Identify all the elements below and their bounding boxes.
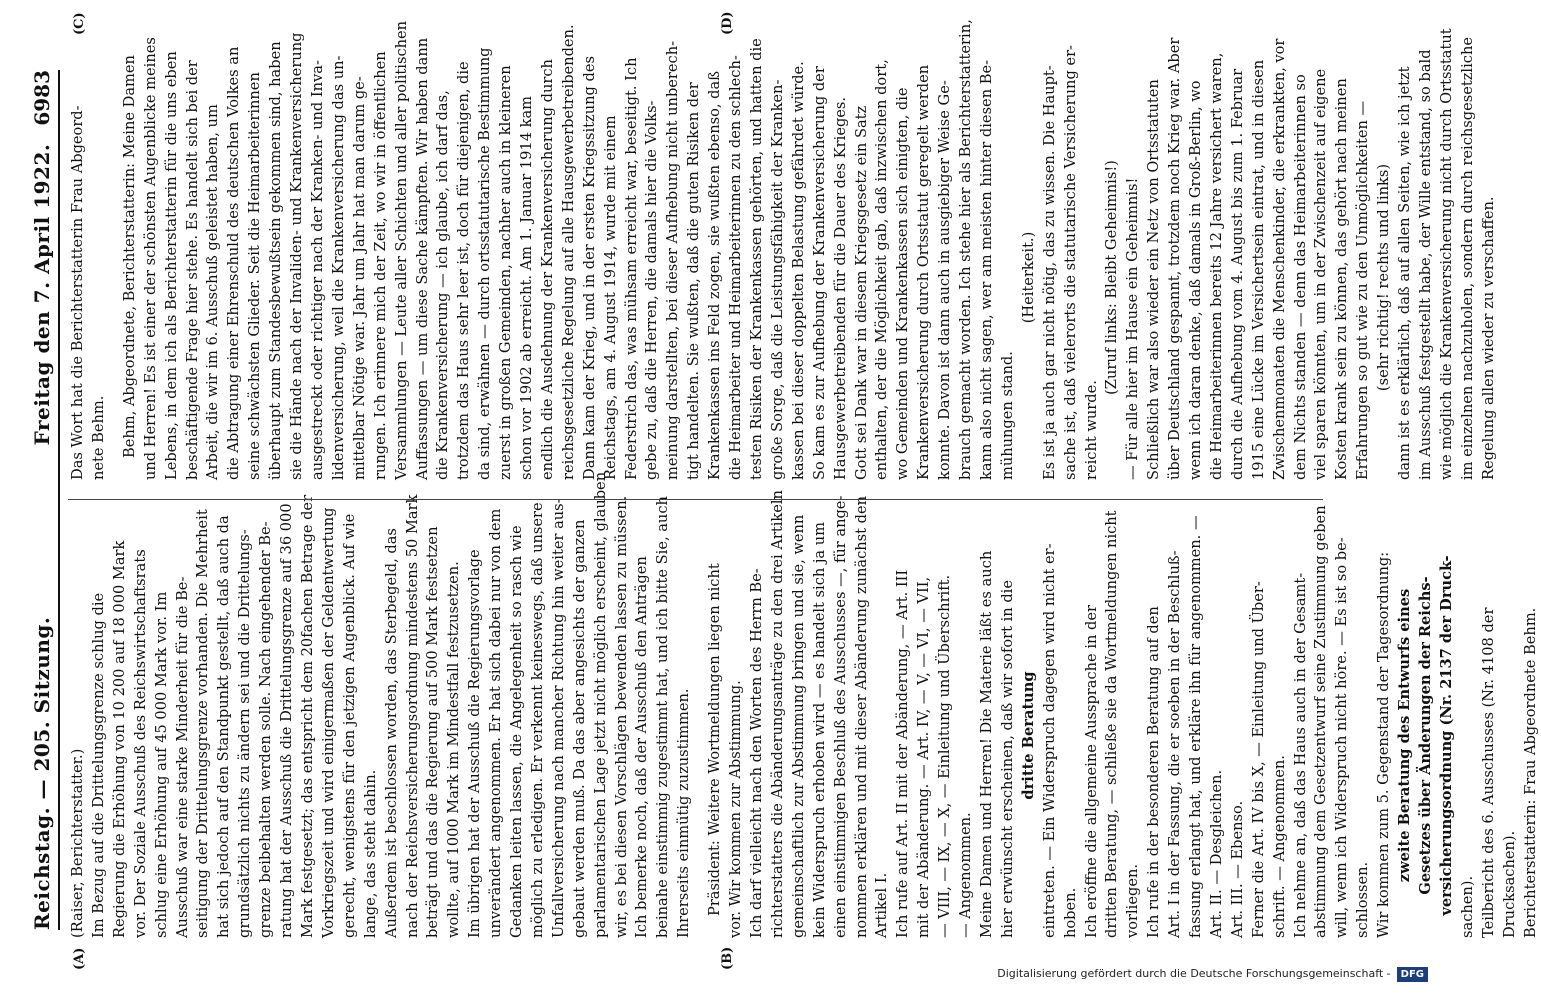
text-line: Teilbericht des 6. Ausschusses (Nr. 4108 der [1479,607,1497,938]
text-line: große Sorge, daß die Leistungsfähigkeit der Kranken- [768,79,786,480]
text-line: mittelbar Nötige war. Jahr um Jahr hat man darum ge- [350,76,368,480]
text-line: unverändert angenommen. Er hat sich dabei nur von dem [487,508,505,938]
text-line: und Herren! Es ist einer der schönsten Augenblicke meines [141,37,159,480]
text-line: dritten Beratung, — schließe sie da Wortmeldungen nicht [1103,510,1121,938]
text-line: wie möglich die Krankenversicherung nicht durch Ortsstatut [1437,28,1455,480]
text-line: Es ist ja auch gar nicht nötig, das zu wissen. Die Haupt- [1040,65,1058,480]
text-line: Ich bemerke noch, daß der Ausschuß den Anträgen [633,556,651,938]
text-line: wenn ich daran denke, daß damals in Groß-Berlin, wo [1187,80,1205,480]
text-line: (Heiterkeit.) [1019,231,1037,324]
text-line: Präsident: Weitere Wortmeldungen liegen nicht [706,563,724,916]
text-line: endlich die Ausdehnung der Krankenversicherung durch [538,59,556,480]
text-line: Krankenkassen ins Feld zogen, sie wußten ebenso, daß [706,71,724,480]
text-line: schlossen. [1354,861,1372,938]
margin-letter-d: (D) [720,11,735,35]
text-line: mühungen stand. [998,351,1016,480]
text-line: hoben. [1061,887,1079,938]
text-line: da sind, erwähnen — durch ortsstatutarische Bestimmung [476,47,494,480]
text-line: Auffassungen — um diese Sache kämpften. Wir haben dann [413,37,431,480]
text-line: Ich rufe in der besonderen Beratung auf den [1145,606,1163,938]
page-header [8,70,60,930]
text-line: enthalten, der die Möglichkeit gab, daß inzwischen dort, [873,59,891,480]
text-line: Gott sei Dank war in diesem Kriegsgesetz ein Satz [852,105,870,480]
text-line [695,533,705,938]
text-line: hier erwünscht erscheinen, daß wir sofort in die [998,580,1016,938]
text-line: seitigung der Drittelungsgrenze vorhanden. Die Mehrheit [194,509,212,938]
text-line: Regelung allen wieder zu verschaffen. [1479,196,1497,480]
page-number: 6983 [30,70,54,126]
text-line: Regierung die Erhöhung von 10 200 auf 18 000 Mark [110,540,128,938]
text-line: lange, das steht dahin. [361,769,379,938]
text-line: viel sparen könnten, um in der Zwischenzeit auf eigene [1312,68,1330,480]
text-line: Ich nehme an, daß das Haus auch in der Gesamt- [1291,572,1309,938]
text-line: Meine Damen und Herren! Die Materie läßt es auch [977,550,995,938]
text-line: So kam es zur Aufhebung der Krankenversicherung der [810,66,828,480]
text-line: (Raiser, Berichterstatter.) [69,748,86,938]
text-line: schlug eine Erhöhung auf 45 000 Mark vor. Im [152,591,170,938]
text-line: gebe zu, daß die Herren, die damals hier die Volks- [643,100,661,480]
text-line: trotzdem das Haus sehr leer ist, doch für diejenigen, die [455,61,473,480]
text-line: grundsätzlich nichts zu ändern sei und die Drittelungs- [236,529,254,938]
text-line: beinahe einstimmig zugestimmt hat, und ich bitte Sie, auch [654,496,672,938]
text-line: — Für alle hier im Hause ein Geheimnis! [1124,177,1142,480]
text-line: zuerst in großen Gemeinden, nachher auch in kleineren [497,65,515,480]
text-line: Art. III. — Ebenso. [1228,800,1246,938]
text-line: versicherungsordnung (Nr. 2137 der Druck- [1437,555,1455,916]
text-line: (Zuruf links: Bleibt Geheimnis!) [1103,160,1121,395]
text-line: Berichterstatterin: Frau Abgeordnete Behm. [1521,607,1539,938]
text-line: Mark festgesetzt; das entspricht dem 20fachen Betrage der [298,494,316,938]
text-line: Im übrigen hat der Ausschuß die Regierungsvorlage [466,549,484,938]
text-line: Versammlungen — Leute aller Schichten und aller politischen [392,20,410,480]
text-line: nete Behm. [89,395,107,480]
text-line: dann ist es erklärlich, daß auf allen Seiten, wie ich jetzt [1396,66,1414,480]
text-line: Erfahrungen so gut wie zu den Unmöglichkeiten — [1354,100,1372,480]
text-line: hat sich jedoch auf den Standpunkt gestellt, daß auch da [215,515,233,938]
text-line: — VIII, — IX, — X, — Einleitung und Überschrift. [936,574,954,938]
digitization-note [997,967,1428,982]
text-line: Ihrerseits einmütig zuzustimmen. [675,688,693,938]
text-line: vor. Der Soziale Ausschuß des Reichswirtschaftsrats [131,549,149,938]
text-line: Federstrich das, was mühsam erreicht war, beseitigt. Ich [622,57,640,480]
text-line: durch die Aufhebung vom 4. August bis zum 1. Februar [1228,68,1246,480]
text-line: konnte. Davon ist dann auch in ausgiebiger Weise Ge- [936,80,954,480]
text-line: gemeinschaftlich zur Abstimmung bringen und sie, wenn [789,514,807,938]
text-line: dem Nichts standen — denn das Heimarbeiterinnen so [1291,74,1309,480]
text-line: abstimmung dem Gesetzentwurf seine Zustimmung geben [1312,505,1330,938]
text-line: im einzelnen nachzuholen, sondern durch reichsgesetzliche [1458,37,1476,480]
text-line: Hausgewerbetreibenden für die Dauer des Krieges. [831,96,849,480]
text-line: überhaupt zum Standesbewußtsein gekommen sind, haben [267,41,285,480]
text-line: Artikel I. [873,872,891,938]
text-line: wo Gemeinden und Krankenkassen sich einigten, die [894,87,912,480]
text-line: Schließlich war also wieder ein Netz von Ortsstatuten [1145,79,1163,480]
text-line: Das Wort hat die Berichterstatterin Frau Abgeord- [69,105,86,480]
text-line: mit der Abänderung. — Art. IV, — V, — VI, — VII, [915,576,933,938]
text-line: (sehr richtig! rechts und links) [1375,163,1393,392]
digitization-note-text: Digitalisierung gefördert durch die Deutsche Forschungsgemeinschaft - [997,967,1391,980]
text-line: — Angenommen. [957,812,975,938]
text-line [110,75,120,480]
text-line: brauch gemacht worden. Ich stehe hier als Berichterstatterin, [957,19,975,480]
text-line: seine schwächsten Glieder. Seit die Heimarbeiterinnen [246,72,264,480]
margin-letter-c: (C) [72,12,87,35]
text-line: Reichstags, am 4. August 1914, wurde mit einem [601,115,619,480]
text-line: schrift. — Angenommen. [1270,755,1288,938]
text-line: lidenversicherung, weil die Krankenversicherung das un- [329,55,347,480]
text-line: Gedanken leiten lassen, die Angelegenheit so rasch wie [508,525,526,938]
text-line: grenze beibehalten werden solle. Nach eingehender Be- [257,521,275,938]
text-line: nommen erklären und mit dieser Abänderung zunächst den [852,495,870,938]
text-line: einen einstimmigen Beschluß des Ausschusses —, für ange- [831,495,849,938]
text-line: rungen. Ich erinnere mich der Zeit, wo wir in öffentlichen [371,51,389,480]
text-line: gebaut werden muß. Da das aber angesichts der ganzen [570,519,588,938]
text-line: tigt handelten. Sie wußten, daß die guten Risiken der [685,82,703,480]
text-line: sache ist, daß vielerorts die statutarische Versicherung er- [1061,45,1079,480]
running-head-right-group [30,70,54,445]
text-line: sie die Hände nach der Invaliden- und Krankenversicherung [288,32,306,480]
text-line: Ich rufe auf Art. II mit der Abänderung, — Art. III [894,569,912,938]
text-line: fassung erlangt hat, und erkläre ihn für angenommen. — [1187,515,1205,938]
text-line: nach der Reichsversicherungsordnung mindestens 50 Mark [403,494,421,938]
margin-letter-a: (A) [72,947,87,970]
text-line: beschäftigende Frage hier stehe. Es handelt sich bei der [183,60,201,480]
text-line: Außerdem ist beschlossen worden, das Sterbegeld, das [382,528,400,938]
text-line: kann also nicht sagen, wer am meisten hinter diesen Be- [977,59,995,480]
text-line: Zwischenmonaten die Menschenkinder, die erkrankten, vor [1270,38,1288,480]
text-line: parlamentarischen Lage jetzt nicht möglich erscheint, glauben [591,471,609,938]
text-line: kein Widerspruch erhoben wird — es handelt sich ja um [810,521,828,938]
text-line: Unfallversicherung nach mancher Richtung hin weiter aus- [549,498,567,938]
text-line: die Abtragung einer Ehrenschuld des deutschen Volkes an [225,46,243,480]
dfg-logo-badge: DFG [1397,967,1428,982]
text-line: wollte, auf 1000 Mark im Mindestfall festzusetzen. [445,561,463,938]
text-line: die Heimarbeiter und Heimarbeiterinnen zu den schlech- [727,55,745,480]
text-line: richterstatters die Abänderungsanträge zu den drei Artikeln [768,490,786,938]
text-line: schon vor 1902 ab erreicht. Am 1. Januar 1914 kam [518,95,536,480]
right-column [68,19,1500,480]
text-line: reicht wurde. [1082,380,1100,480]
text-line: möglich zu erledigen. Er verkennt keineswegs, daß unsere [528,502,546,938]
left-column [68,471,1541,938]
text-line: Kosten krank sein zu können, das gehört nach meinen [1333,78,1351,480]
text-line: 1915 eine Lücke im Versichertsein eintrat, und in diesen [1249,59,1267,480]
text-line: Arbeit, die wir im 6. Ausschuß geleistet haben, um [204,104,222,480]
margin-letter-b: (B) [720,946,735,970]
running-head-left: Reichstag. — 205. Sitzung. [30,616,54,930]
text-line: Dann kam der Krieg, und in der ersten Kriegssitzung des [580,56,598,480]
text-line: ratung hat der Ausschuß die Drittelungsgrenze auf 36 000 [278,503,296,938]
text-line: vor. Wir kommen zur Abstimmung. [727,680,745,938]
text-line: Im Bezug auf die Drittelungsgrenze schlug die [89,592,107,938]
text-line: Krankenversicherung durch Ortsstatut geregelt werden [915,64,933,480]
text-line: eintreten. — Ein Widerspruch dagegen wird nicht er- [1040,543,1058,938]
text-line: Vorkriegszeit und wird einigermaßen der Geldentwertung [319,507,337,938]
text-line: Ich darf vielleicht nach den Worten des Herrn Be- [748,568,765,938]
text-line: will, wenn ich Widerspruch nicht höre. — Es ist so be- [1333,537,1351,938]
text-line: kassen bei dieser doppelten Belastung gefährdet würde. [789,61,807,480]
text-line: zweite Beratung des Entwurfs eines [1396,588,1414,883]
running-head-date: Freitag den 7. April 1922. [30,143,54,446]
text-line: Ausschuß war eine starke Minderheit für die Be- [173,576,191,938]
text-line: Behm, Abgeordnete, Berichterstatterin: Meine Damen [120,55,138,458]
text-line: ausgestreckt oder richtiger nach der Kranken- und Inva- [308,60,326,480]
text-line: vorliegen. [1124,864,1142,938]
text-line: Ich eröffne die allgemeine Aussprache in der [1082,605,1100,938]
text-line: Wir kommen zum 5. Gegenstand der Tagesordnung: [1375,551,1393,938]
text-line: dritte Beratung [1019,671,1037,800]
text-line: testen Risiken der Krankenkassen gehörten, und hatten die [748,38,765,480]
text-line: Art. II. — Desgleichen. [1207,769,1225,938]
text-line: meinung darstellten, bei dieser Aufhebung nicht unberech- [664,40,682,480]
text-line: gerecht, wenigstens für den jetzigen Augenblick. Auf wie [340,513,358,938]
text-line: reichsgesetzliche Regelung auf alle Hausgewerbetreibenden. [559,24,577,480]
text-line: die Krankenversicherung — ich glaube, ich darf das, [434,90,452,480]
text-line: Lebens, in dem ich als Berichterstatterin für die uns eben [162,51,180,480]
text-line: im Ausschuß festgestellt habe, der Wille entstand, so bald [1417,49,1434,480]
text-line: Art. I in der Fassung, die er soeben in der Beschluß- [1166,550,1184,938]
text-line: Drucksachen). [1500,830,1518,938]
text-line: Ferner die Art. IV bis X, — Einleitung und Über- [1249,581,1267,938]
text-line: Gesetzes über Änderungen der Reichs- [1417,576,1434,895]
column-rule [68,499,1323,500]
text-line: über Deutschland gespannt, trotzdem noch Krieg war. Aber [1166,37,1184,480]
text-line: die Heimarbeiterinnen bereits 12 Jahre versichert waren, [1207,52,1225,480]
text-line: wir, es bei diesen Vorschlägen bewenden lassen zu müssen. [612,495,630,938]
text-line: beträgt und das die Regierung auf 500 Mark festsetzen [424,526,442,938]
text-line: sachen). [1458,875,1476,938]
